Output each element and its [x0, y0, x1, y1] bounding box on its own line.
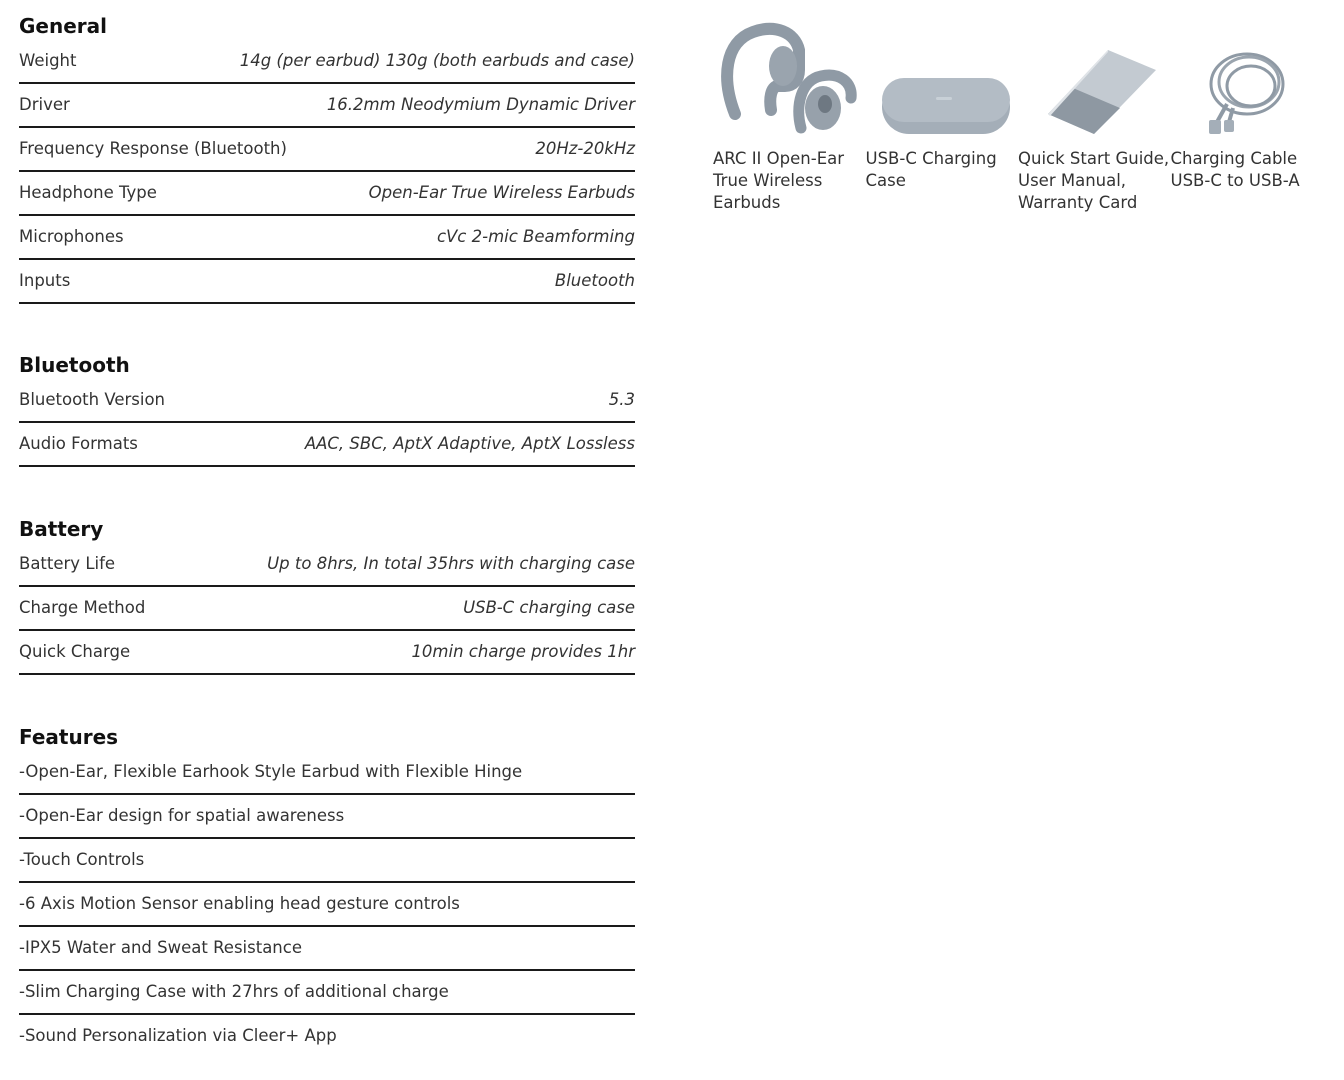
section-general — [19, 12, 635, 304]
feature-item: -Open-Ear design for spatial awareness — [19, 795, 635, 839]
spec-label: Driver — [19, 95, 70, 114]
manual-icon — [1018, 18, 1171, 140]
earbuds-icon — [713, 18, 866, 140]
caption-line: USB-C Charging — [865, 149, 997, 168]
spec-label: Bluetooth Version — [19, 390, 166, 409]
spec-value: 16.2mm Neodymium Dynamic Driver — [326, 95, 635, 114]
spec-value: 10min charge provides 1hr — [411, 642, 635, 661]
caption-line: Quick Start Guide, — [1018, 149, 1170, 168]
section-title: Features — [19, 725, 119, 749]
section-title: Bluetooth — [19, 353, 130, 377]
spec-value: USB-C charging case — [463, 598, 635, 617]
spec-row-microphones — [19, 216, 635, 260]
box-item-earbuds — [713, 18, 866, 214]
spec-row-bluetooth-version — [19, 379, 635, 423]
cable-icon — [1171, 18, 1324, 140]
section-bluetooth — [19, 351, 635, 467]
spec-label: Charge Method — [19, 598, 146, 617]
spec-value: AAC, SBC, AptX Adaptive, AptX Lossless — [304, 434, 635, 453]
caption-line: ARC II Open-Ear — [713, 149, 845, 168]
caption-line: Earbuds — [713, 193, 781, 212]
spec-row-charge-method — [19, 587, 635, 631]
box-item-caption — [713, 148, 865, 214]
spec-row-driver — [19, 84, 635, 128]
box-item-caption — [1018, 148, 1170, 214]
spec-value: 20Hz-20kHz — [535, 139, 635, 158]
spec-label: Battery Life — [19, 554, 116, 573]
spec-value: Bluetooth — [554, 271, 635, 290]
box-item-manual — [1018, 18, 1171, 214]
feature-item: -Open-Ear, Flexible Earhook Style Earbud with Flexible Hinge — [19, 751, 635, 795]
caption-line: User Manual, — [1018, 171, 1127, 190]
spec-row-headphone-type — [19, 172, 635, 216]
spec-value: cVc 2-mic Beamforming — [436, 227, 635, 246]
caption-line: Warranty Card — [1018, 193, 1138, 212]
feature-item: -6 Axis Motion Sensor enabling head gesture controls — [19, 883, 635, 927]
spec-value: 14g (per earbud) 130g (both earbuds and case) — [239, 51, 635, 70]
feature-item: -IPX5 Water and Sweat Resistance — [19, 927, 635, 971]
spec-row-weight — [19, 40, 635, 84]
spec-row-battery-life — [19, 543, 635, 587]
caption-line: Charging Cable — [1170, 149, 1298, 168]
caption-line: True Wireless — [713, 171, 823, 190]
section-title: Battery — [19, 517, 104, 541]
spec-label: Frequency Response (Bluetooth) — [19, 139, 287, 158]
box-item-cable — [1171, 18, 1324, 214]
spec-value: Up to 8hrs, In total 35hrs with charging case — [267, 554, 635, 573]
spec-label: Audio Formats — [19, 434, 138, 453]
caption-line: Case — [865, 171, 906, 190]
spec-value: Open-Ear True Wireless Earbuds — [368, 183, 635, 202]
spec-value: 5.3 — [608, 390, 635, 409]
box-item-caption — [1171, 148, 1323, 192]
spec-row-frequency-response — [19, 128, 635, 172]
spec-label: Headphone Type — [19, 183, 157, 202]
in-the-box — [713, 18, 1323, 214]
spec-label: Quick Charge — [19, 642, 131, 661]
section-title: General — [19, 14, 107, 38]
spec-row-inputs — [19, 260, 635, 304]
box-item-caption — [866, 148, 1018, 192]
charging-case-icon — [866, 18, 1019, 140]
feature-item: -Slim Charging Case with 27hrs of additional charge — [19, 971, 635, 1015]
spec-table — [19, 0, 635, 1057]
spec-label: Inputs — [19, 271, 71, 290]
box-item-charging-case — [866, 18, 1019, 214]
feature-item: -Sound Personalization via Cleer+ App — [19, 1026, 337, 1045]
feature-item: -Touch Controls — [19, 839, 635, 883]
section-battery — [19, 515, 635, 675]
spec-row-audio-formats — [19, 423, 635, 467]
spec-row-quick-charge — [19, 631, 635, 675]
caption-line: USB-C to USB-A — [1170, 171, 1300, 190]
spec-label: Weight — [19, 51, 77, 70]
spec-label: Microphones — [19, 227, 124, 246]
section-features — [19, 723, 635, 1057]
